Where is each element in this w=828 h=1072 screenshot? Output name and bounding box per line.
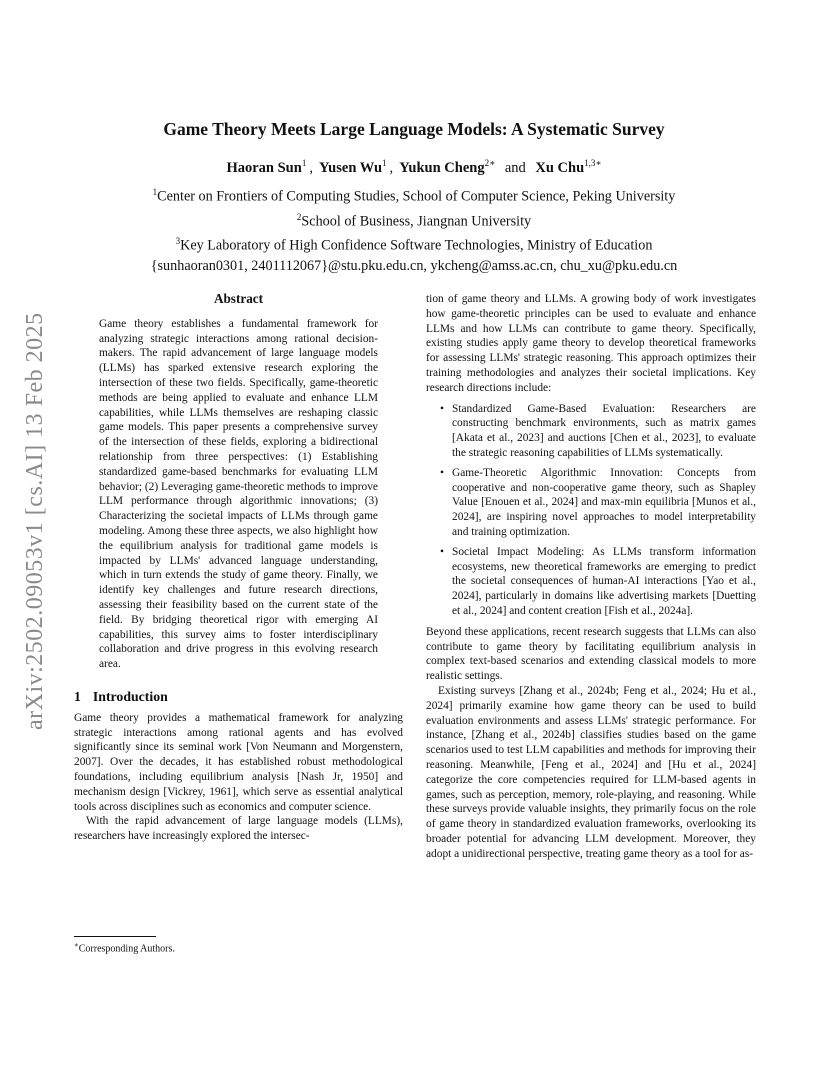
- affiliation-line: [40, 208, 788, 233]
- author-separator: ,: [309, 159, 313, 176]
- body-paragraph: Existing surveys [Zhang et al., 2024b; Feng et al., 2024; Hu et al., 2024] primarily examine how game theory can be used to build evaluation environments and assess LLMs' strategic performance. For instance, [Zhang et al., 2024b] classifies studies based on the game scenarios used to test LLM capabilities and methods for improving their reasoning. Meanwhile, [Feng et al., 2024] and [Hu et al., 2024] categorize the core competencies required for LLM-based agents in games, such as perception, memory, role-playing, and reasoning. While these surveys provide valuable insights, they primarily focus on the role of game theory in standardized evaluation frameworks, overlooking its broader potential for advancing LLM development. Moreover, they adopt a unidirectional perspective, treating game theory as a tool for as-: [426, 684, 756, 860]
- abstract-heading: Abstract: [213, 291, 264, 306]
- affiliation-block: [40, 183, 788, 276]
- author-name: Yusen Wu: [319, 159, 383, 176]
- body-paragraph: Beyond these applications, recent research suggests that LLMs can also contribute to game theory by facilitating equilibrium analysis in complex text-based scenarios and extending classical models to more realistic settings.: [426, 625, 756, 683]
- affiliation-text: Key Laboratory of High Confidence Software Technologies, Ministry of Education: [180, 237, 653, 254]
- author-name: Yukun Cheng: [399, 159, 485, 176]
- abstract-text: Game theory establishes a fundamental framework for analyzing strategic interactions among rational decision-makers. The rapid advancement of large language models (LLMs) has sparked extensive research exploring the intersection of these two fields. Specifically, game-theoretic methods are being applied to evaluate and enhance LLM capabilities, while LLMs themselves are reshaping classic game models. This paper presents a comprehensive survey of the intersection of these fields, exploring a bidirectional relationship from three perspectives: (1) Establishing standardized game-based benchmarks for evaluating LLM behavior; (2) Leveraging game-theoretic methods to improve LLM performance through algorithmic innovations; (3) Characterizing the societal impacts of LLMs through game modeling. Among these three aspects, we also highlight how the equilibrium analysis for traditional game models is impacted by LLMs' advanced language understanding, which in turn extends the study of game theory. Finally, we identify key challenges and future research directions, assessing their feasibility based on the current state of the field. By bridging theoretical rigor with emerging AI capabilities, this survey aims to foster interdisciplinary collaboration and drive progress in this evolving research area.: [99, 317, 378, 671]
- affiliation-mark: 3: [175, 236, 181, 247]
- author-affiliation-mark: 1,3∗: [584, 158, 602, 168]
- author-separator: ,: [389, 159, 394, 176]
- section-number: 1: [74, 688, 81, 704]
- list-item: [440, 466, 756, 540]
- affiliation-mark: 1: [152, 187, 158, 197]
- author-emails: {sunhaoran0301, 2401112067}@stu.pku.edu.cn, ykcheng@amss.ac.cn, chu_xu@pku.edu.cn: [150, 257, 678, 274]
- footnote-mark: ∗: [74, 941, 79, 949]
- intro-paragraph: Game theory provides a mathematical framework for analyzing strategic interactions among rational agents and has evolved significantly since its seminal work [Von Neumann and Morgenstern, 2007]. Over the decades, it has established robust methodological foundations, including equilibrium analysis [Nash Jr, 1950] and mechanism design [Vickrey, 1961], which serve as essential analytical tools across disciplines such as economics and computer science.: [74, 711, 403, 813]
- abstract-section: [74, 292, 403, 672]
- footnote-rule: [74, 936, 156, 937]
- list-item: [440, 545, 756, 619]
- author-affiliation-mark: 1: [301, 158, 307, 168]
- author-affiliation-mark: 2∗: [484, 158, 496, 168]
- bullet-icon: •: [440, 402, 444, 415]
- bullet-icon: •: [440, 466, 444, 479]
- footnote: [74, 936, 403, 954]
- affiliation-line: [40, 183, 788, 208]
- author-name: Xu Chu: [535, 159, 585, 176]
- author-conjunction: and: [504, 159, 526, 176]
- intro-paragraph: With the rapid advancement of large language models (LLMs), researchers have increasingly explored the intersec-: [74, 815, 403, 843]
- list-item-text: Game-Theoretic Algorithmic Innovation: Concepts from cooperative and non-cooperative game theory, such as Shapley Value [Enouen et al., 2024] and max-min equilibria [Munos et al., 2024], are inspiring novel approaches to model interpretability and training optimization.: [452, 466, 756, 538]
- affiliation-text: Center on Frontiers of Computing Studies, School of Computer Science, Peking University: [157, 188, 676, 205]
- affiliation-mark: 2: [296, 211, 302, 222]
- affiliation-line: [40, 232, 788, 257]
- left-column: [74, 292, 403, 844]
- right-column: [426, 292, 756, 861]
- author-name: Haoran Sun: [226, 159, 302, 176]
- affiliation-text: School of Business, Jiangnan University: [301, 213, 532, 230]
- bullet-icon: •: [440, 545, 444, 558]
- footnote-text: Corresponding Authors.: [78, 943, 175, 955]
- author-list: [60, 158, 768, 177]
- section-title: Introduction: [92, 688, 168, 704]
- list-item: [440, 402, 756, 461]
- list-item-text: Societal Impact Modeling: As LLMs transform information ecosystems, new theoretical frameworks are emerging to predict the societal consequences of human-AI interactions [Yao et al., 2024], particularly in domains like advertising markets [Duetting et al., 2024] and content creation [Fish et al., 2024a].: [452, 545, 756, 617]
- author-affiliation-mark: 1: [382, 158, 387, 168]
- section-heading-introduction: [74, 690, 403, 705]
- list-item-text: Standardized Game-Based Evaluation: Researchers are constructing benchmark environments, such as matrix games [Akata et al., 2023] and auctions [Chen et al., 2023], to evaluate the strategic reasoning capabilities of LLMs systematically.: [452, 402, 756, 459]
- research-directions-list: [426, 402, 756, 619]
- body-paragraph: tion of game theory and LLMs. A growing body of work investigates how game-theoretic principles can be used to evaluate and enhance LLMs and how LLMs can contribute to game theory. Specifically, existing studies apply game theory to develop theoretical frameworks for assessing LLMs' strategic reasoning. This approach optimizes their training methodologies and analyzes their societal implications. Key research directions include:: [426, 293, 756, 394]
- arxiv-identifier-watermark: arXiv:2502.09053v1 [cs.AI] 13 Feb 2025: [22, 312, 48, 730]
- paper-title: Game Theory Meets Large Language Models: A Systematic Survey: [163, 119, 665, 139]
